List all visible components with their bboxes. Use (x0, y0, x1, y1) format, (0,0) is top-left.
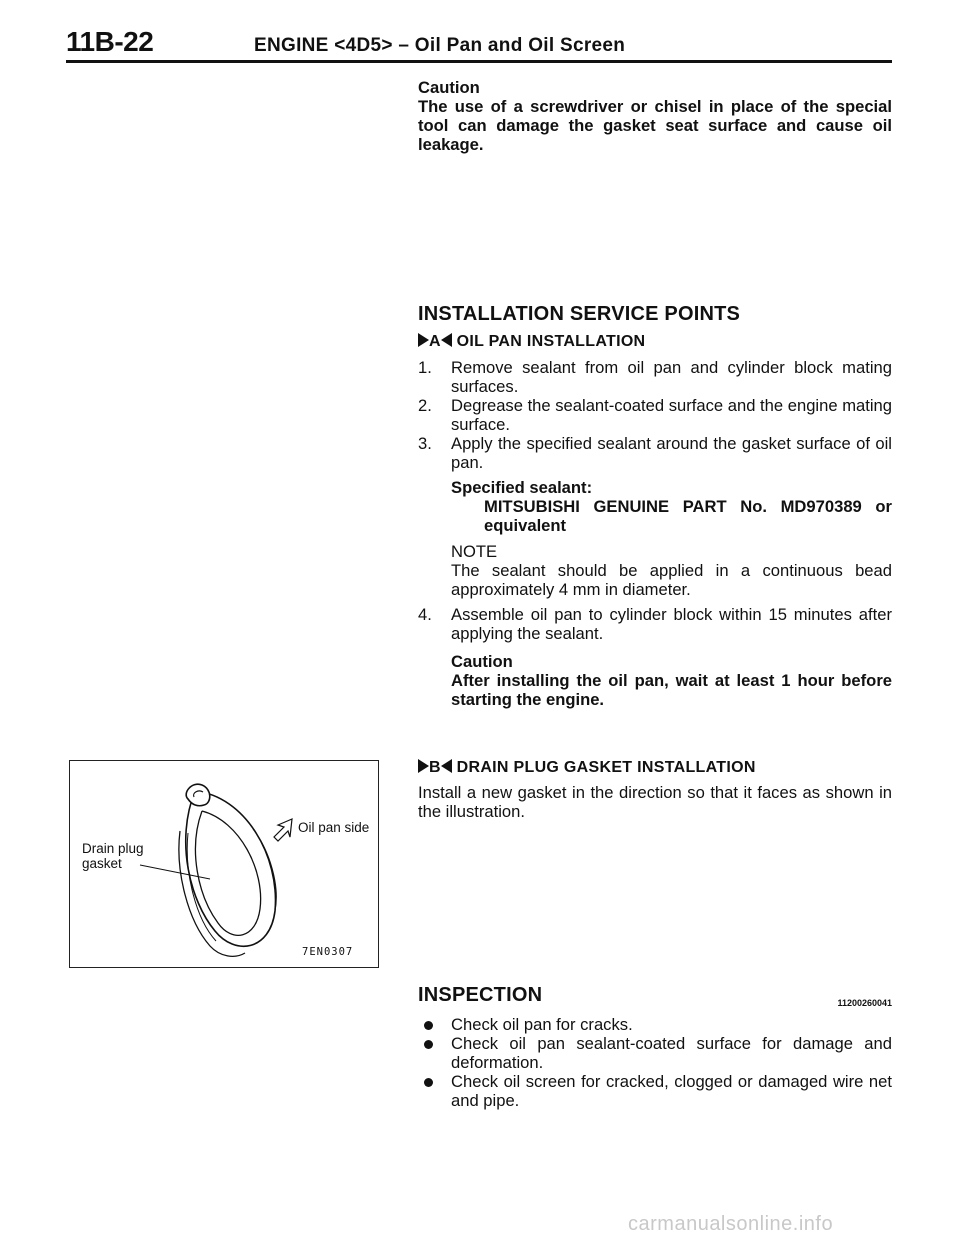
triangle-right-icon (418, 759, 429, 773)
triangle-left-icon (441, 759, 452, 773)
triangle-right-icon (418, 333, 429, 347)
section-a-heading: OIL PAN INSTALLATION (456, 333, 646, 350)
caution-a (451, 652, 892, 709)
label-oil-pan-side: Oil pan side (298, 820, 370, 835)
step-item (418, 605, 892, 643)
inspection-heading: INSPECTION (418, 984, 543, 1006)
bullet-icon (424, 1040, 433, 1049)
list-item-text: Check oil pan sealant-coated surface for damage and deformation. (451, 1034, 892, 1072)
installation-heading: INSTALLATION SERVICE POINTS (418, 303, 741, 325)
step-text: Degrease the sealant-coated surface and the engine mating surface. (451, 396, 892, 434)
caution-top (418, 78, 892, 154)
page-number: 11B-22 (66, 26, 154, 57)
note-text: The sealant should be applied in a continuous bead approximately 4 mm in diameter. (451, 561, 892, 599)
step-number: 4. (418, 605, 432, 624)
step-text: Apply the specified sealant around the gasket surface of oil pan. (451, 434, 892, 472)
step-item (418, 434, 892, 472)
note-block (451, 542, 892, 599)
list-item (418, 1034, 892, 1072)
step-item (418, 396, 892, 434)
bullet-icon (424, 1021, 433, 1030)
page-title: ENGINE <4D5> – Oil Pan and Oil Screen (254, 35, 626, 56)
sealant-value: MITSUBISHI GENUINE PART No. MD970389 or equivalent (484, 497, 892, 535)
bullet-icon (424, 1078, 433, 1087)
step-number: 1. (418, 358, 432, 377)
section-a-steps (418, 358, 892, 472)
list-item-text: Check oil pan for cracks. (451, 1015, 633, 1034)
header-rule (66, 60, 892, 63)
step-4 (418, 605, 892, 643)
caution-top-text: The use of a screwdriver or chisel in place of the special tool can damage the gasket seat surface and cause oil leakage. (418, 97, 892, 154)
note-label: NOTE (451, 542, 498, 561)
list-item-text: Check oil screen for cracked, clogged or damaged wire net and pipe. (451, 1072, 892, 1110)
list-item (418, 1015, 892, 1034)
section-b-marker: B (429, 759, 441, 776)
section-b-text: Install a new gasket in the direction so that it faces as shown in the illustration. (418, 783, 892, 821)
caution-a-text: After installing the oil pan, wait at least 1 hour before starting the engine. (451, 671, 892, 709)
section-a-marker: A (429, 333, 441, 350)
section-b-title (418, 758, 892, 777)
sealant-label: Specified sealant: (451, 478, 593, 497)
caution-a-label: Caution (451, 652, 513, 671)
section-b-heading: DRAIN PLUG GASKET INSTALLATION (456, 759, 756, 776)
caution-top-label: Caution (418, 78, 480, 97)
step-item (418, 358, 892, 396)
label-drain-plug (82, 841, 144, 871)
inspection-list (418, 1015, 892, 1110)
step-number: 3. (418, 434, 432, 453)
sealant-spec (451, 478, 892, 535)
footer-watermark: carmanualsonline.info (628, 1213, 834, 1235)
section-a-title (418, 332, 892, 351)
label-drain-plug-line2: gasket (82, 856, 122, 871)
gasket-illustration (69, 760, 379, 968)
label-drain-plug-line1: Drain plug (82, 841, 144, 856)
step-text: Assemble oil pan to cylinder block within 15 minutes after applying the sealant. (451, 605, 892, 643)
list-item (418, 1072, 892, 1110)
figure-code: 7EN0307 (302, 946, 354, 958)
triangle-left-icon (441, 333, 452, 347)
inspection-header (418, 986, 892, 1012)
step-text: Remove sealant from oil pan and cylinder block mating surfaces. (451, 358, 892, 396)
inspection-code: 11200260041 (837, 998, 892, 1008)
step-number: 2. (418, 396, 432, 415)
